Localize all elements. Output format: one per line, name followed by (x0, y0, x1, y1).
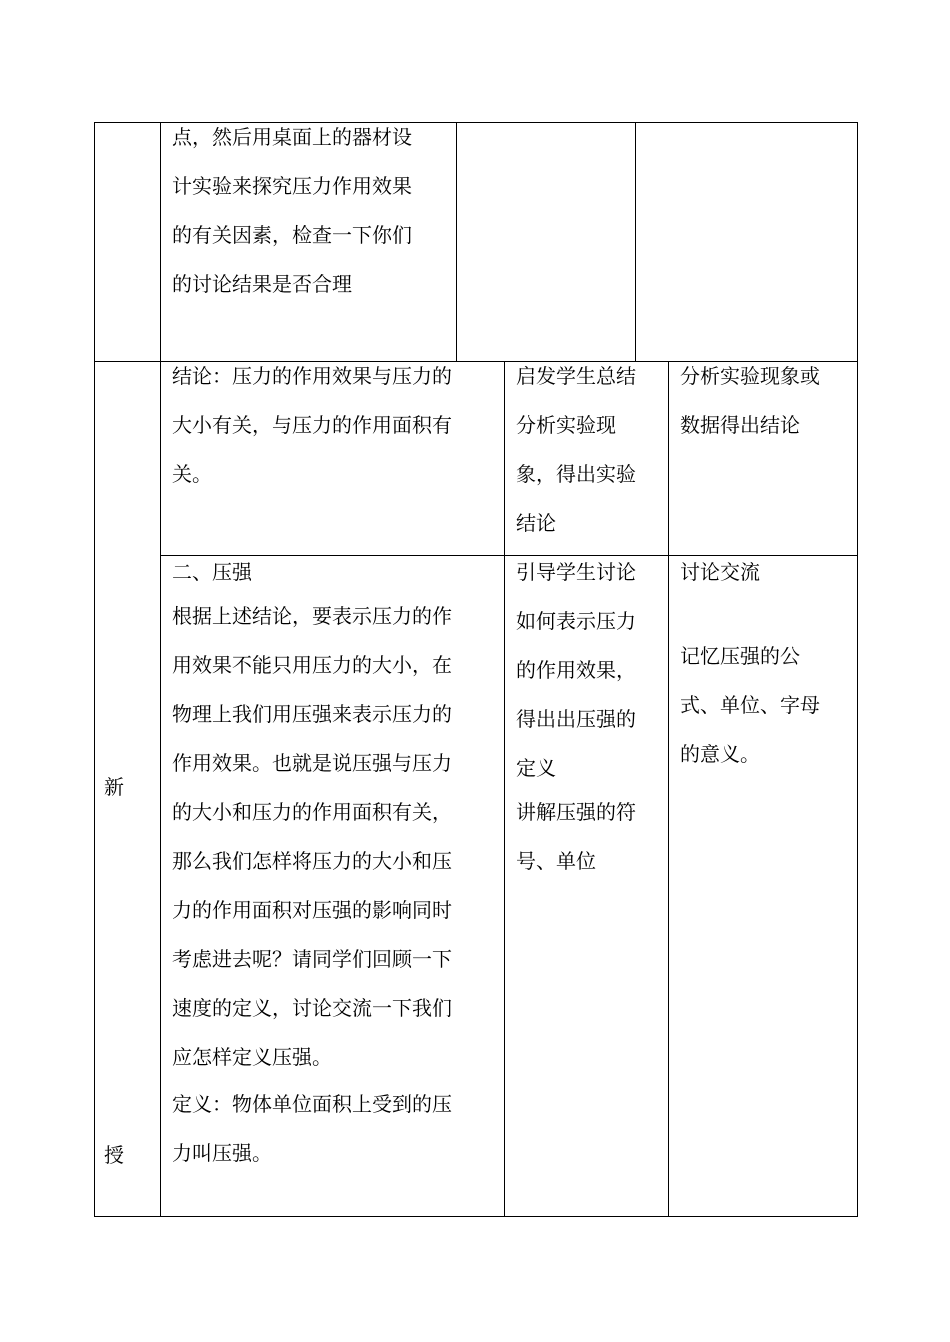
text-line: 根据上述结论，要表示压力的作 (172, 604, 452, 628)
row2-content-cell (172, 352, 452, 499)
text-line: 的大小和压力的作用面积有关， (172, 800, 452, 824)
text-line: 分析实验现象或 (680, 364, 820, 388)
table-left-border (94, 122, 95, 1217)
label-column-divider (160, 122, 161, 1217)
text-line: 的作用效果， (516, 658, 636, 682)
row3-student-cell (680, 632, 820, 779)
row2-teacher-cell (516, 352, 636, 548)
text-line: 用效果不能只用压力的大小，在 (172, 653, 452, 677)
row1-content-cell (172, 113, 412, 309)
text-line: 式、单位、字母 (680, 693, 820, 717)
text-line: 计实验来探究压力作用效果 (172, 174, 412, 198)
row1-divider-a (456, 122, 457, 361)
section-heading: 二、压强 (172, 560, 252, 584)
text-line: 应怎样定义压强。 (172, 1045, 332, 1069)
row3-content-cell (172, 592, 452, 1082)
student-column-divider (668, 361, 669, 1217)
text-line: 数据得出结论 (680, 413, 800, 437)
text-line: 物理上我们用压强来表示压力的 (172, 702, 452, 726)
row3-teacher-cell (516, 548, 636, 793)
definition-block (172, 1080, 452, 1178)
text-line: 考虑进去呢？请同学们回顾一下 (172, 947, 452, 971)
text-line: 大小有关，与压力的作用面积有 (172, 413, 452, 437)
text-line: 力的作用面积对压强的影响同时 (172, 898, 452, 922)
text-line: 讲解压强的符 (516, 800, 636, 824)
text-line: 定义：物体单位面积上受到的压 (172, 1092, 452, 1116)
text-line: 作用效果。也就是说压强与压力 (172, 751, 452, 775)
side-label-bottom: 授 (104, 1143, 124, 1167)
text-line: 分析实验现 (516, 413, 616, 437)
text-line: 引导学生讨论 (516, 560, 636, 584)
text-line: 如何表示压力 (516, 609, 636, 633)
row2-student-cell (680, 352, 820, 450)
text-line: 得出出压强的 (516, 707, 636, 731)
teacher-column-divider (504, 361, 505, 1217)
text-line: 定义 (516, 756, 556, 780)
student-activity-first: 讨论交流 (680, 560, 760, 584)
text-line: 的讨论结果是否合理 (172, 272, 352, 296)
side-label-top: 新 (104, 775, 124, 799)
table-right-border (857, 122, 858, 1217)
text-line: 结论：压力的作用效果与压力的 (172, 364, 452, 388)
text-line: 记忆压强的公 (680, 644, 800, 668)
text-line: 那么我们怎样将压力的大小和压 (172, 849, 452, 873)
text-line: 号、单位 (516, 849, 596, 873)
row1-divider-b (635, 122, 636, 361)
text-line: 的意义。 (680, 742, 760, 766)
text-line: 速度的定义，讨论交流一下我们 (172, 996, 452, 1020)
text-line: 力叫压强。 (172, 1141, 272, 1165)
text-line: 结论 (516, 511, 556, 535)
text-line: 启发学生总结 (516, 364, 636, 388)
text-line: 的有关因素，检查一下你们 (172, 223, 412, 247)
table-bottom-border (94, 1216, 858, 1217)
text-line: 象，得出实验 (516, 462, 636, 486)
row3-teacher-cell-b (516, 788, 636, 886)
text-line: 关。 (172, 462, 212, 486)
text-line: 点，然后用桌面上的器材设 (172, 125, 412, 149)
